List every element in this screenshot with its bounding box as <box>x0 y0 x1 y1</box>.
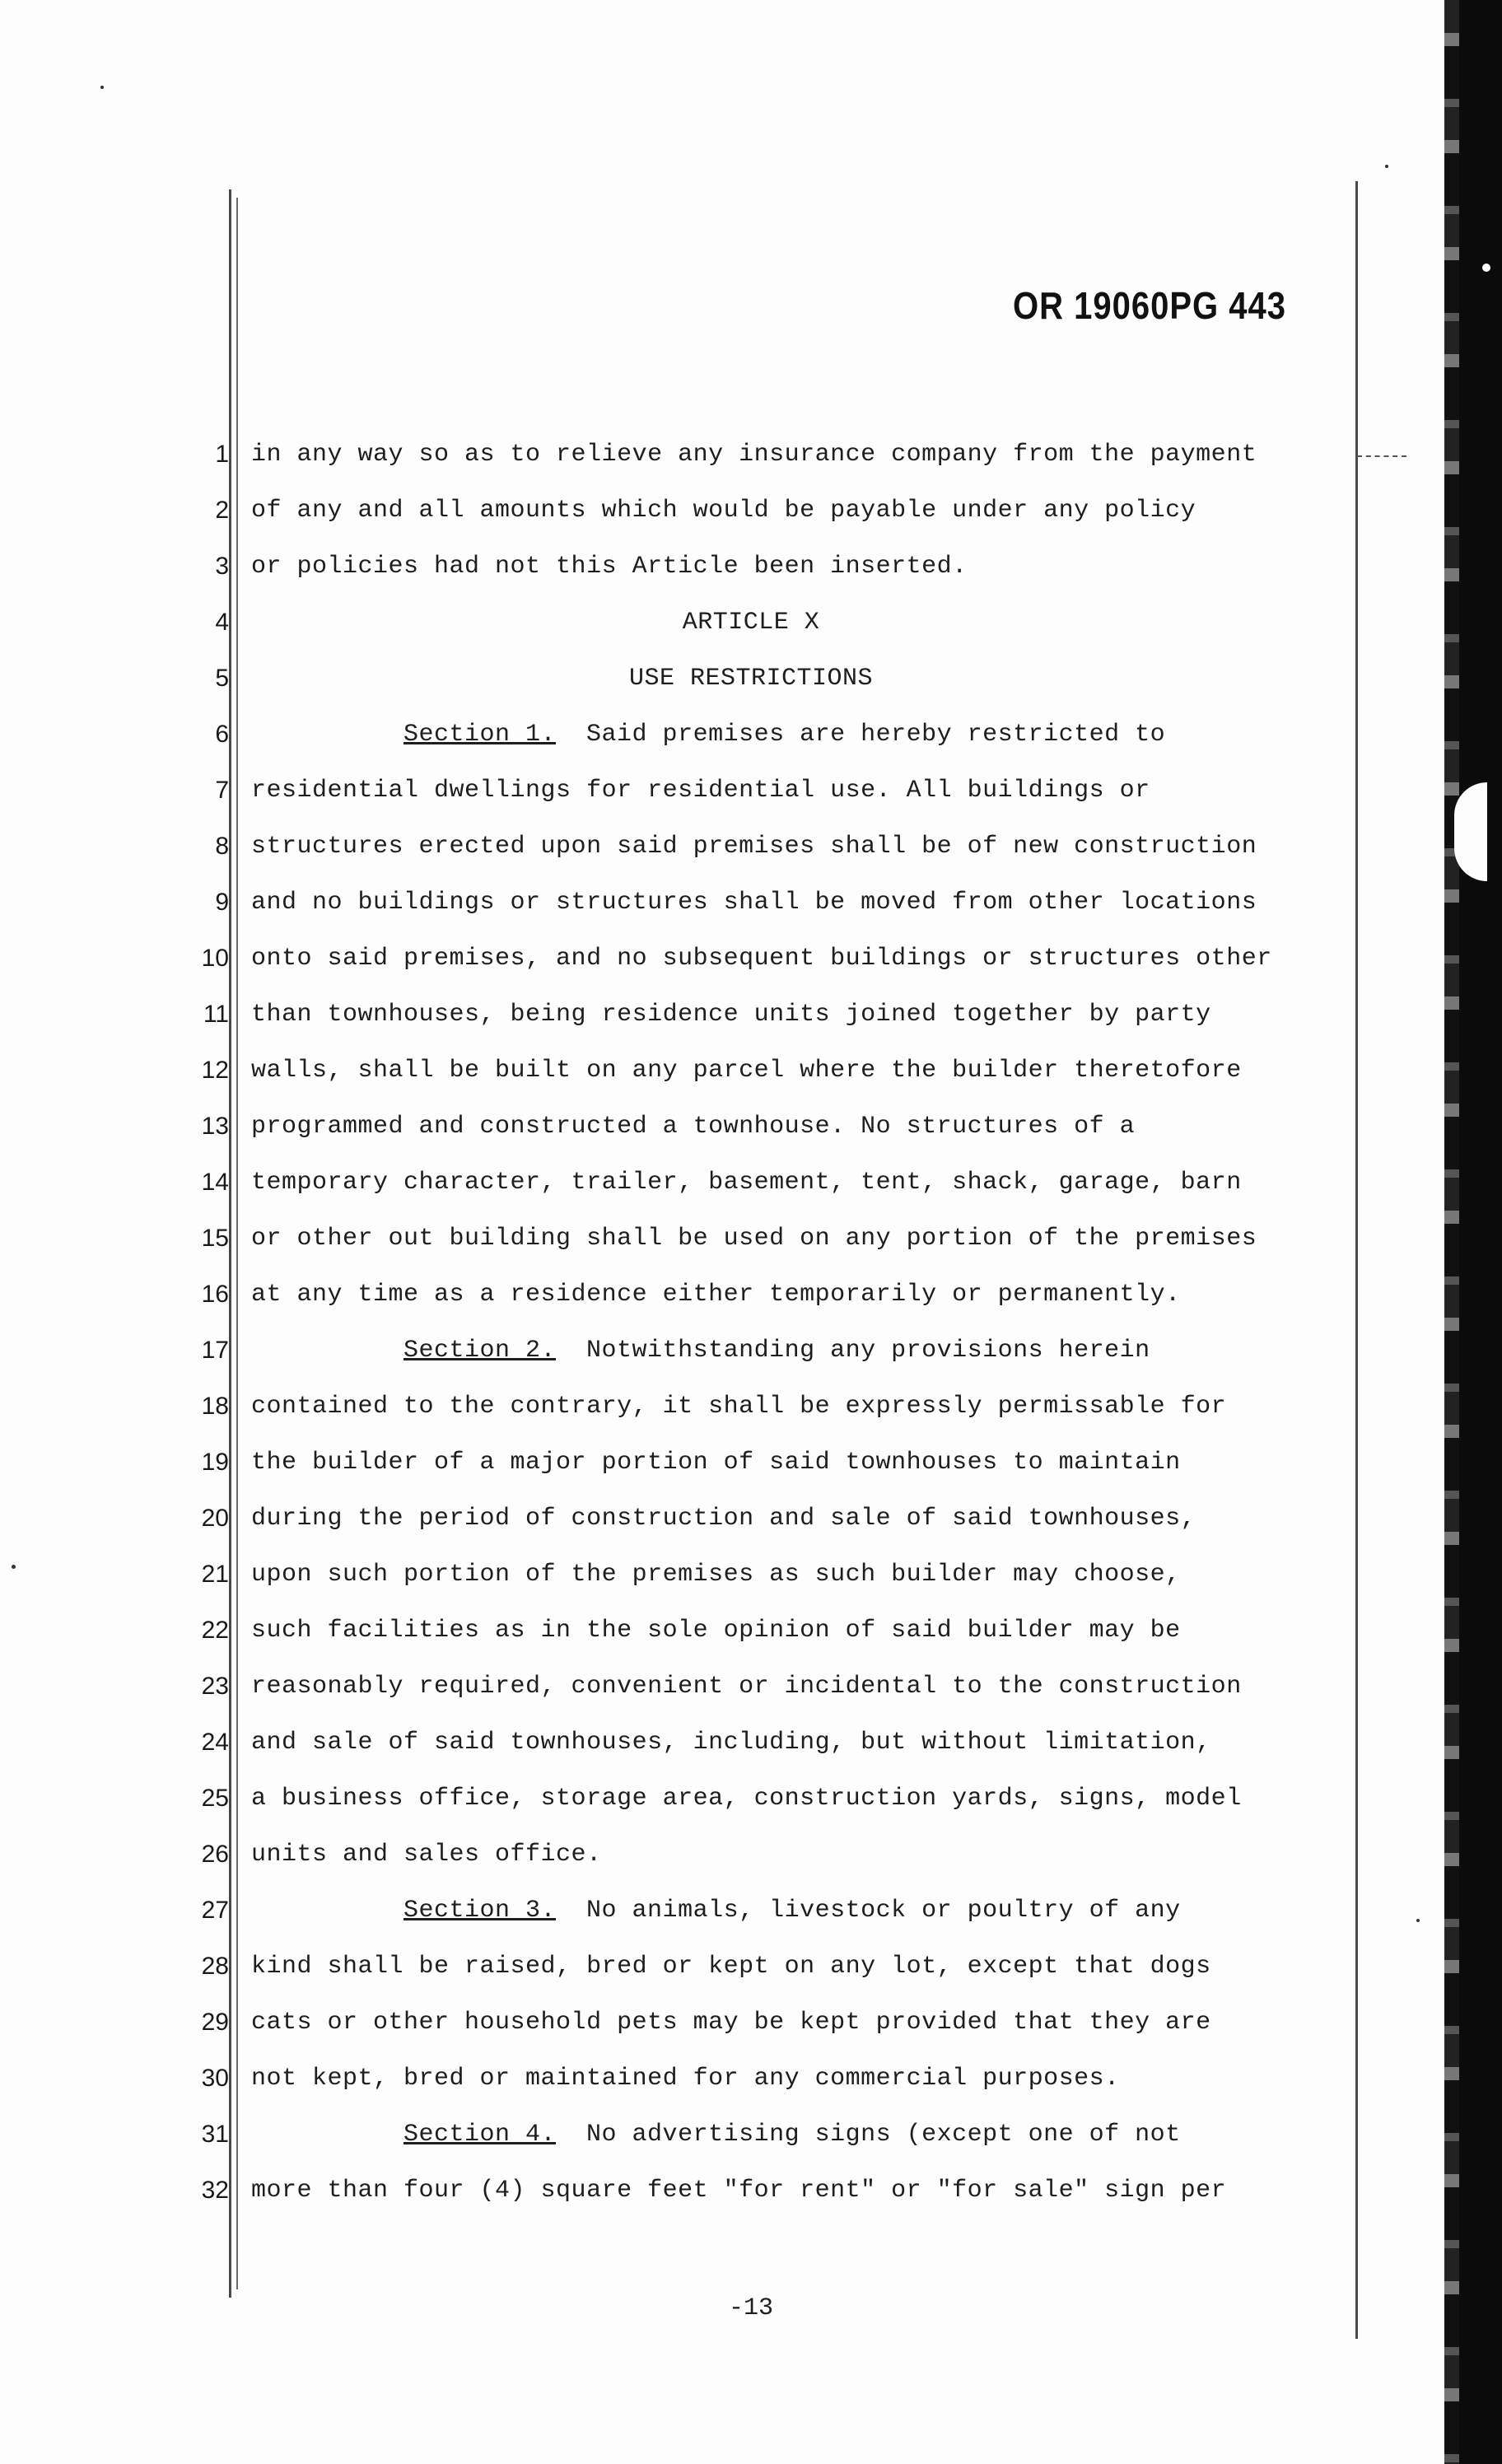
book-page-stamp: OR 19060PG 443 <box>1013 285 1286 328</box>
body-text-line: onto said premises, and no subsequent buildings or structures other <box>251 945 1272 973</box>
body-text-line: programmed and constructed a townhouse. No structures of a <box>251 1113 1136 1141</box>
body-text-line: and no buildings or structures shall be moved from other locations <box>251 889 1257 917</box>
body-text-line: cats or other household pets may be kept provided that they are <box>251 2009 1211 2037</box>
scan-speck <box>1482 264 1490 272</box>
scan-speck <box>12 1565 16 1569</box>
body-text-line: structures erected upon said premises shall be of new construction <box>251 833 1257 861</box>
line-number: 27 <box>201 1897 229 1924</box>
body-text-line: reasonably required, convenient or incidental to the construction <box>251 1673 1242 1701</box>
line-number: 1 <box>215 441 229 468</box>
left-margin-rule-inner <box>236 198 238 2289</box>
line-number: 3 <box>215 553 229 580</box>
line-number: 28 <box>201 1953 229 1980</box>
body-text-line: or policies had not this Article been inserted. <box>251 553 968 581</box>
line-number: 14 <box>201 1169 229 1196</box>
section-text: Said premises are hereby restricted to <box>586 721 1166 749</box>
body-text-line: a business office, storage area, construction yards, signs, model <box>251 1785 1242 1813</box>
scan-speck <box>1385 165 1388 168</box>
line-number: 6 <box>215 721 229 748</box>
article-heading: ARTICLE X <box>682 609 820 637</box>
body-text-line: in any way so as to relieve any insurance company from the payment <box>251 441 1257 469</box>
body-text-line: not kept, bred or maintained for any commercial purposes. <box>251 2065 1120 2093</box>
line-number: 8 <box>215 833 229 860</box>
scan-binder-notch <box>1454 782 1487 881</box>
section-paragraph-start <box>403 1337 1150 1365</box>
line-number: 30 <box>201 2065 229 2092</box>
body-text-line: than townhouses, being residence units joined together by party <box>251 1001 1211 1029</box>
body-text-line: walls, shall be built on any parcel where the builder theretofore <box>251 1057 1242 1085</box>
line-number: 13 <box>201 1113 229 1140</box>
line-number: 26 <box>201 1841 229 1868</box>
body-text-line: residential dwellings for residential use. All buildings or <box>251 777 1150 805</box>
body-text-line: during the period of construction and sale of said townhouses, <box>251 1505 1196 1533</box>
line-number: 18 <box>201 1393 229 1420</box>
line-number: 12 <box>201 1057 229 1084</box>
body-text-line: contained to the contrary, it shall be expressly permissable for <box>251 1393 1227 1421</box>
body-text-line: the builder of a major portion of said townhouses to maintain <box>251 1449 1181 1477</box>
scan-edge-shadow <box>1444 0 1459 2464</box>
body-text-line: of any and all amounts which would be payable under any policy <box>251 497 1196 525</box>
line-number: 11 <box>203 1001 229 1028</box>
margin-dash-mark <box>1357 455 1406 459</box>
line-number: 16 <box>201 1281 229 1308</box>
line-number: 9 <box>215 889 229 916</box>
line-number: 15 <box>201 1225 229 1252</box>
line-number: 10 <box>201 945 229 972</box>
section-paragraph-start <box>403 1897 1181 1925</box>
line-number: 23 <box>201 1673 229 1700</box>
section-text: No advertising signs (except one of not <box>586 2121 1181 2149</box>
line-number: 29 <box>201 2009 229 2036</box>
section-label: Section 1. <box>403 721 557 749</box>
body-text-line: such facilities as in the sole opinion of said builder may be <box>251 1617 1181 1645</box>
article-subheading: USE RESTRICTIONS <box>628 665 874 693</box>
body-text-line: temporary character, trailer, basement, tent, shack, garage, barn <box>251 1169 1242 1197</box>
right-margin-rule <box>1355 181 1358 2339</box>
section-text: Notwithstanding any provisions herein <box>586 1337 1150 1365</box>
body-text-line: at any time as a residence either temporarily or permanently. <box>251 1281 1181 1309</box>
section-paragraph-start <box>403 721 1165 749</box>
body-text-line: and sale of said townhouses, including, but without limitation, <box>251 1729 1211 1757</box>
line-number: 17 <box>201 1337 229 1364</box>
section-label: Section 2. <box>403 1337 557 1365</box>
body-text-line: more than four (4) square feet "for rent" or "for sale" sign per <box>251 2177 1227 2205</box>
section-text: No animals, livestock or poultry of any <box>586 1897 1181 1925</box>
page-number: -13 <box>728 2294 773 2322</box>
line-number: 22 <box>201 1617 229 1644</box>
line-number: 4 <box>215 609 229 636</box>
body-text-line: units and sales office. <box>251 1841 602 1869</box>
section-paragraph-start <box>403 2121 1181 2149</box>
body-text-line: upon such portion of the premises as such builder may choose, <box>251 1561 1181 1589</box>
line-number: 19 <box>201 1449 229 1476</box>
line-number: 21 <box>201 1561 229 1588</box>
scan-dark-edge <box>1459 0 1502 2464</box>
body-text-line: kind shall be raised, bred or kept on any lot, except that dogs <box>251 1953 1211 1981</box>
line-number: 32 <box>201 2177 229 2204</box>
line-number: 2 <box>215 497 229 524</box>
section-label: Section 4. <box>403 2121 557 2149</box>
scan-speck <box>100 86 104 89</box>
line-number: 24 <box>201 1729 229 1756</box>
scan-speck <box>1416 1919 1420 1922</box>
left-margin-rule <box>229 189 231 2298</box>
line-number: 5 <box>215 665 229 692</box>
line-number: 31 <box>201 2121 229 2148</box>
body-text-line: or other out building shall be used on any portion of the premises <box>251 1225 1257 1253</box>
section-label: Section 3. <box>403 1897 557 1925</box>
line-number: 25 <box>201 1785 229 1812</box>
line-number: 7 <box>215 777 229 804</box>
line-number: 20 <box>201 1505 229 1532</box>
